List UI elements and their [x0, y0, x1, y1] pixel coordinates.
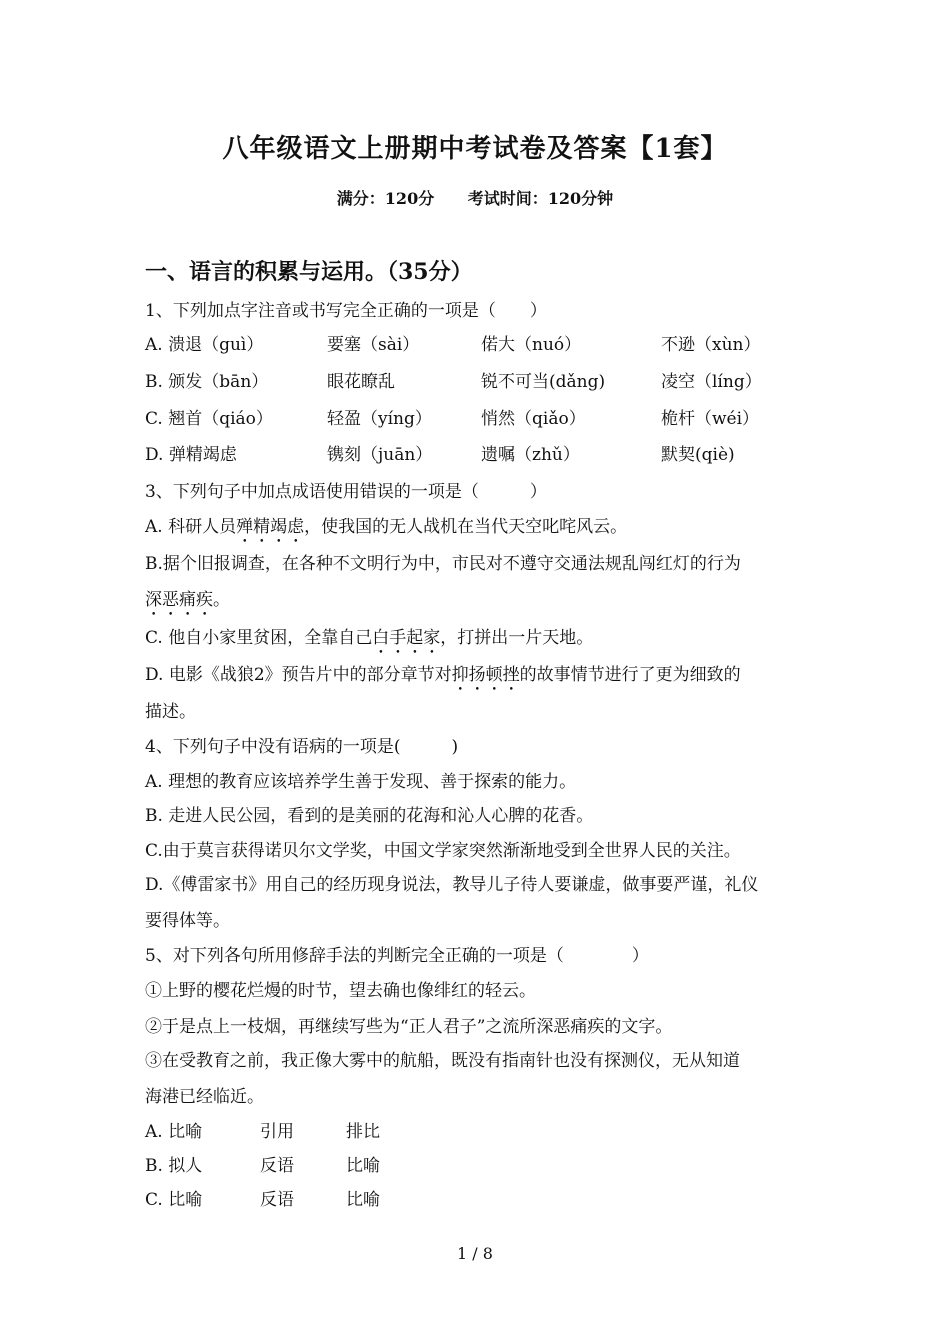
- page-title: 八年级语文上册期中考试卷及答案【1套】: [222, 134, 728, 164]
- option-cell: 眼花瞭乱: [327, 372, 395, 392]
- option-cell: 悄然（qiǎo）: [481, 409, 586, 429]
- full-score: 满分：120分: [336, 189, 435, 208]
- question-3-option-a: [145, 512, 627, 547]
- question-3-option-b-line2: [145, 585, 230, 620]
- text: ，打拼出一片天地。: [440, 628, 594, 648]
- text: A. 科研人员: [145, 517, 237, 537]
- option-cell: A. 比喻: [145, 1122, 203, 1142]
- option-cell: 要塞（sài）: [327, 335, 420, 355]
- option-cell: B. 拟人: [145, 1156, 203, 1176]
- option-cell: 锐不可当(dǎng): [481, 372, 606, 392]
- option-cell: 默契(qiè): [661, 445, 735, 465]
- text: 。: [213, 590, 230, 610]
- question-5-sentence-1: ①上野的樱花烂熳的时节，望去确也像绯红的轻云。: [145, 981, 536, 1001]
- question-3-option-b-line1: B.据个旧报调查，在各种不文明行为中，市民对不遵守交通法规乱闯红灯的行为: [145, 554, 741, 574]
- option-cell: C. 比喻: [145, 1190, 203, 1210]
- option-cell: 比喻: [346, 1156, 380, 1176]
- question-1-option-c: [145, 404, 825, 428]
- question-1-option-b: [145, 367, 825, 391]
- dotted-idiom: 白手起家: [372, 628, 441, 648]
- option-cell: 凌空（líng）: [661, 372, 762, 392]
- question-1-option-d: [145, 440, 825, 464]
- dotted-idiom: 殚精竭虑: [236, 517, 305, 537]
- option-cell: 反语: [260, 1156, 294, 1176]
- page-number: 1 / 8: [457, 1244, 493, 1263]
- option-cell: 遗嘱（zhǔ）: [481, 445, 580, 465]
- option-cell: 引用: [260, 1122, 294, 1142]
- question-1-stem: 1、下列加点字注音或书写完全正确的一项是（ ）: [145, 301, 547, 321]
- option-cell: 反语: [260, 1190, 294, 1210]
- dotted-idiom: 抑扬顿挫: [451, 665, 520, 685]
- question-3-stem: 3、下列句子中加点成语使用错误的一项是（ ）: [145, 482, 547, 502]
- exam-info: [0, 186, 950, 209]
- question-5-sentence-3-line2: 海港已经临近。: [145, 1087, 264, 1107]
- text: C. 他自小家里贫困，全靠自己: [145, 628, 373, 648]
- dotted-idiom: 深恶痛疾: [145, 590, 213, 610]
- option-cell: C. 翘首（qiáo）: [145, 409, 273, 429]
- question-5-sentence-2: ②于是点上一枝烟，再继续写些为“正人君子”之流所深恶痛疾的文字。: [145, 1017, 673, 1037]
- exam-time: 考试时间：120分钟: [467, 189, 614, 208]
- question-4-option-c: C.由于莫言获得诺贝尔文学奖，中国文学家突然渐渐地受到全世界人民的关注。: [145, 841, 741, 861]
- option-cell: A. 溃退（guì）: [145, 335, 264, 355]
- question-5-sentence-3-line1: ③在受教育之前，我正像大雾中的航船，既没有指南针也没有探测仪，无从知道: [145, 1051, 740, 1071]
- question-4-option-b: B. 走进人民公园，看到的是美丽的花海和沁人心脾的花香。: [145, 806, 594, 826]
- text: D. 电影《战狼2》预告片中的部分章节对: [145, 665, 452, 685]
- option-cell: 比喻: [346, 1190, 380, 1210]
- question-3-option-d-line2: 描述。: [145, 702, 196, 722]
- question-4-option-a: A. 理想的教育应该培养学生善于发现、善于探索的能力。: [145, 772, 577, 792]
- option-cell: 偌大（nuó）: [481, 335, 582, 355]
- text: ，使我国的无人战机在当代天空叱咤风云。: [304, 517, 628, 537]
- question-5-stem: 5、对下列各句所用修辞手法的判断完全正确的一项是（ ）: [145, 946, 649, 966]
- option-cell: 排比: [346, 1122, 380, 1142]
- option-cell: D. 弹精竭虑: [145, 445, 237, 465]
- option-cell: 镌刻（juān）: [327, 445, 433, 465]
- question-1-option-a: [145, 330, 825, 354]
- question-4-option-d-line1: D.《傅雷家书》用自己的经历现身说法，教导儿子待人要谦虚，做事要严谨，礼仪: [145, 875, 759, 895]
- text: 的故事情节进行了更为细致的: [519, 665, 741, 685]
- option-cell: 桅杆（wéi）: [661, 409, 760, 429]
- question-3-option-c: [145, 623, 593, 658]
- question-4-stem: 4、下列句子中没有语病的一项是( ): [145, 737, 459, 757]
- option-cell: 不逊（xùn）: [661, 335, 761, 355]
- option-cell: 轻盈（yíng）: [327, 409, 432, 429]
- question-3-option-d-line1: [145, 660, 741, 695]
- section-heading: 一、语言的积累与运用。（35分）: [145, 259, 473, 285]
- question-4-option-d-line2: 要得体等。: [145, 911, 230, 931]
- option-cell: B. 颁发（bān）: [145, 372, 269, 392]
